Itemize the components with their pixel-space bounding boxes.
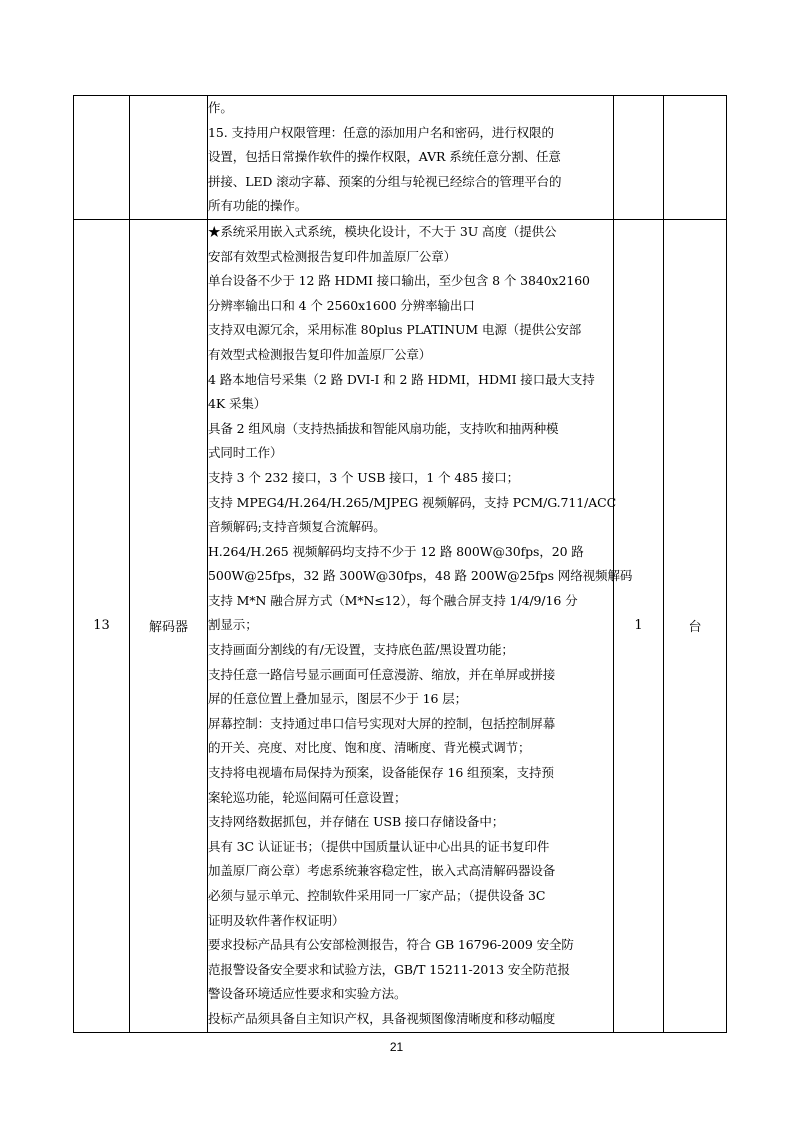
item-number-cell: 13 <box>74 219 130 1032</box>
item-name-cell <box>130 96 208 220</box>
spec-line: 4K 采集） <box>208 396 267 412</box>
spec-line: 要求投标产品具有公安部检测报告，符合 GB 16796-2009 安全防 <box>208 937 574 953</box>
spec-description-cell <box>208 219 633 1032</box>
spec-line: 支持任意一路信号显示画面可任意漫游、缩放，并在单屏或拼接 <box>208 666 556 682</box>
spec-line: 式同时工作） <box>208 445 283 461</box>
spec-line: 支持 3 个 232 接口，3 个 USB 接口，1 个 485 接口； <box>208 469 519 485</box>
spec-line: 支持双电源冗余，采用标准 80plus PLATINUM 电源（提供公安部 <box>208 322 582 338</box>
spec-line: 范报警设备安全要求和试验方法，GB/T 15211-2013 安全防范报 <box>208 961 570 977</box>
spec-line: 屏幕控制：支持通过串口信号实现对大屏的控制，包括控制屏幕 <box>208 715 556 731</box>
quantity-cell <box>614 96 664 220</box>
spec-line: 4 路本地信号采集（2 路 DVI-I 和 2 路 HDMI，HDMI 接口最大支持 <box>208 371 595 387</box>
spec-line: H.264/H.265 视频解码均支持不少于 12 路 800W@30fps，20 路 <box>208 543 584 559</box>
spec-line: 支持网络数据抓包，并存储在 USB 接口存储设备中； <box>208 814 505 830</box>
spec-line: 15. 支持用户权限管理：任意的添加用户名和密码，进行权限的 <box>208 124 554 140</box>
spec-line: 具有 3C 认证证书；（提供中国质量认证中心出具的证书复印件 <box>208 838 550 854</box>
spec-line: 有效型式检测报告复印件加盖原厂公章） <box>208 346 432 362</box>
page-number: 21 <box>389 1040 404 1054</box>
spec-line: 设置，包括日常操作软件的操作权限，AVR 系统任意分割、任意 <box>208 149 561 165</box>
spec-line: 证明及软件著作权证明） <box>208 912 345 928</box>
quantity-cell: 1 <box>614 219 664 1032</box>
table-row <box>74 219 727 1032</box>
spec-line: 投标产品须具备自主知识产权，具备视频图像清晰度和移动幅度 <box>208 1010 556 1026</box>
spec-line: 支持将电视墙布局保持为预案，设备能保存 16 组预案，支持预 <box>208 765 554 781</box>
spec-line-list <box>208 96 613 219</box>
spec-line: 的开关、亮度、对比度、饱和度、清晰度、背光模式调节； <box>208 740 531 756</box>
spec-line: 分辨率输出口和 4 个 2560x1600 分辨率输出口 <box>208 297 475 313</box>
item-name-cell: 解码器 <box>130 219 208 1032</box>
item-number-cell <box>74 96 130 220</box>
spec-line: 加盖原厂商公章）考虑系统兼容稳定性，嵌入式高清解码器设备 <box>208 863 556 879</box>
unit-cell: 台 <box>664 219 727 1032</box>
spec-line: 支持 M*N 融合屏方式（M*N≤12），每个融合屏支持 1/4/9/16 分 <box>208 592 578 608</box>
spec-line: 拼接、LED 滚动字幕、预案的分组与轮视已经综合的管理平台的 <box>208 173 562 189</box>
spec-line: 作。 <box>208 100 233 115</box>
spec-line: 支持画面分割线的有/无设置，支持底色蓝/黑设置功能； <box>208 642 514 658</box>
spec-line: 音频解码;支持音频复合流解码。 <box>208 519 386 535</box>
unit-cell <box>664 96 727 220</box>
spec-line: 安部有效型式检测报告复印件加盖原厂公章） <box>208 248 457 264</box>
spec-line: 单台设备不少于 12 路 HDMI 接口输出，至少包含 8 个 3840x2160 <box>208 273 590 289</box>
spec-line: 支持 MPEG4/H.264/H.265/MJPEG 视频解码，支持 PCM/G.711/ACC <box>208 494 617 510</box>
spec-table <box>73 95 727 1033</box>
spec-line: 割显示； <box>208 617 258 633</box>
spec-line: 必须与显示单元、控制软件采用同一厂家产品；（提供设备 3C <box>208 888 546 903</box>
spec-line: ★系统采用嵌入式系统，模块化设计，不大于 3U 高度（提供公 <box>208 223 557 239</box>
spec-line: 500W@25fps，32 路 300W@30fps，48 路 200W@25fps 网络视频解码 <box>208 568 633 584</box>
spec-line: 案轮巡功能，轮巡间隔可任意设置； <box>208 789 407 805</box>
spec-line: 具备 2 组风扇（支持热插拔和智能风扇功能，支持吹和抽两种模 <box>208 420 559 436</box>
spec-line: 所有功能的操作。 <box>208 198 308 214</box>
spec-line-list <box>208 220 633 1032</box>
table-row <box>74 96 727 220</box>
spec-description-cell <box>208 96 614 220</box>
spec-line: 屏的任意位置上叠加显示，图层不少于 16 层； <box>208 691 468 707</box>
spec-line: 警设备环境适应性要求和实验方法。 <box>208 986 407 1002</box>
